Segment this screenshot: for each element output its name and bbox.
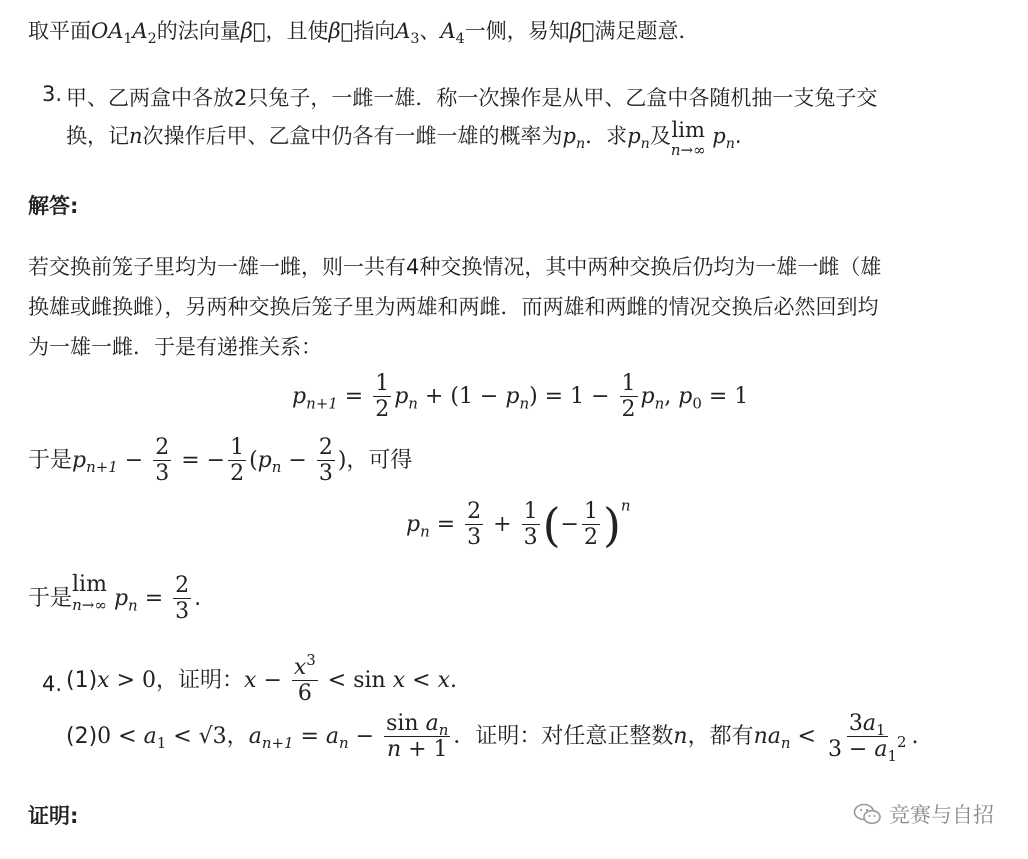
recurrence-formula: $p_{n+1}$ = $\frac{1}{2}$ $p_n + (1 - p_n) = 1$ − $\frac{1}{2}$ $p_n$, $p_0 = 1$ xyxy=(292,371,749,423)
para-line2: 换雄或雌换雌），另两种交换后笼子里为两雄和两雌．而两雄和两雌的情况交换后必然回到均 xyxy=(28,295,879,319)
limit-result: 于是 lim n→∞ $p_n$ = $\frac{2}{3}$ . xyxy=(28,572,202,625)
question-3-number: 3. xyxy=(42,82,63,106)
limit-expression: lim n→∞ xyxy=(670,118,706,159)
question-3-line1: 甲、乙两盒中各放2只兔子，一雌一雄．称一次操作是从甲、乙盒中各随机抽一支兔子交 xyxy=(66,86,878,110)
wechat-icon xyxy=(853,802,883,826)
para-line1: 若交换前笼子里均为一雄一雌，则一共有4种交换情况，其中两种交换后仍均为一雄一雌（雄 xyxy=(28,255,882,279)
closed-form-formula: $p_n$ = $\frac{2}{3}$ + $\frac{1}{3}$ (− $\frac{1}{2}$ )$^n$ xyxy=(406,496,631,553)
question-4-number: 4. xyxy=(42,672,63,696)
question-4-part2: $(2)0 < a_1 < √3$，$a_{n+1} = a_n$ − $\frac{\sin a_n}{n + 1}$ ．证明：对任意正整数n，都有$na_n$ < $\frac{3a_1}{3 - a_1^2}$ . xyxy=(66,711,919,766)
watermark: 竞赛与自招 xyxy=(853,799,994,829)
question-3-line2: 换，记n次操作后甲、乙盒中仍各有一雌一雄的概率为$p_n$．求$p_n$及 lim n→∞ $p_n$. xyxy=(66,118,742,159)
derivation-line: 于是$p_{n+1}$ − $\frac{2}{3}$ = − $\frac{1}{2}$ ($p_n$ − $\frac{2}{3}$ )，可得 xyxy=(28,435,413,487)
question-4-part1: (1)x > 0，证明：x − $\frac{x^3}{6}$ < sin x < x. xyxy=(66,651,457,707)
intro-line: 取平面$OA_1A_2$的法向量β⃗，且使β⃗指向$A_3$、$A_4$一侧，易知β⃗满足题意． xyxy=(28,19,700,47)
answer-heading: 解答: xyxy=(28,194,79,218)
para-line3: 为一雄一雌．于是有递推关系： xyxy=(28,335,322,359)
proof-heading: 证明: xyxy=(28,804,79,828)
